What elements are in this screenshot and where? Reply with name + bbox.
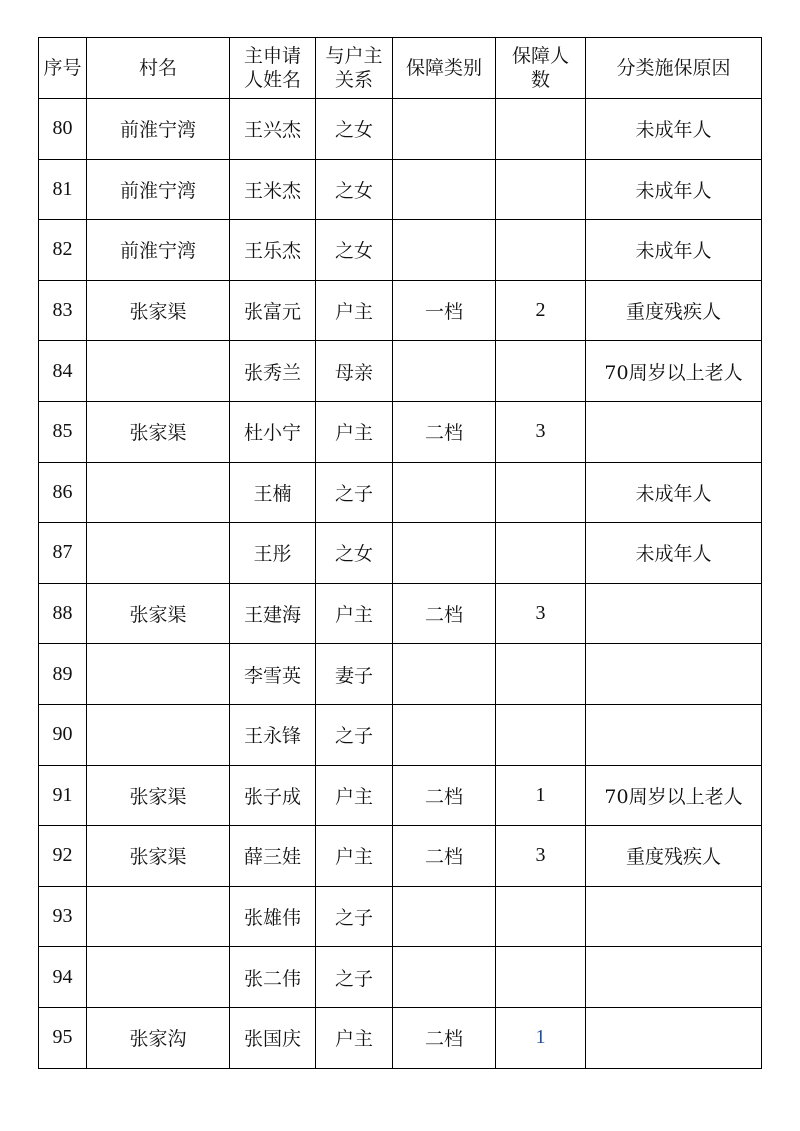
cell-count: 3 bbox=[496, 401, 586, 462]
cell-relation: 户主 bbox=[316, 583, 393, 644]
cell-reason: 未成年人 bbox=[586, 99, 762, 160]
cell-seq: 87 bbox=[39, 523, 87, 584]
cell-seq: 95 bbox=[39, 1007, 87, 1068]
cell-count bbox=[496, 523, 586, 584]
cell-village: 张家渠 bbox=[87, 280, 230, 341]
cell-count bbox=[496, 886, 586, 947]
cell-relation: 妻子 bbox=[316, 644, 393, 705]
assistance-table bbox=[38, 37, 762, 1069]
header-row bbox=[39, 38, 762, 99]
cell-count bbox=[496, 644, 586, 705]
cell-category bbox=[393, 947, 496, 1008]
cell-category bbox=[393, 341, 496, 402]
cell-name: 张富元 bbox=[230, 280, 316, 341]
cell-village: 前淮宁湾 bbox=[87, 99, 230, 160]
cell-name: 薛三娃 bbox=[230, 826, 316, 887]
cell-reason bbox=[586, 886, 762, 947]
cell-reason: 重度残疾人 bbox=[586, 826, 762, 887]
cell-relation: 之女 bbox=[316, 523, 393, 584]
cell-seq: 85 bbox=[39, 401, 87, 462]
cell-relation: 之子 bbox=[316, 886, 393, 947]
cell-village bbox=[87, 644, 230, 705]
cell-category bbox=[393, 523, 496, 584]
cell-reason: 未成年人 bbox=[586, 159, 762, 220]
cell-reason: 未成年人 bbox=[586, 462, 762, 523]
table-row bbox=[39, 280, 762, 341]
cell-relation: 户主 bbox=[316, 280, 393, 341]
cell-village bbox=[87, 886, 230, 947]
cell-seq: 93 bbox=[39, 886, 87, 947]
cell-village bbox=[87, 704, 230, 765]
cell-name: 王米杰 bbox=[230, 159, 316, 220]
cell-seq: 84 bbox=[39, 341, 87, 402]
cell-relation: 之子 bbox=[316, 947, 393, 1008]
cell-reason: 未成年人 bbox=[586, 220, 762, 281]
table-row bbox=[39, 765, 762, 826]
table-row bbox=[39, 704, 762, 765]
cell-village: 张家渠 bbox=[87, 583, 230, 644]
cell-seq: 90 bbox=[39, 704, 87, 765]
header-category: 保障类别 bbox=[393, 38, 496, 99]
table-row bbox=[39, 947, 762, 1008]
cell-category: 二档 bbox=[393, 765, 496, 826]
cell-seq: 86 bbox=[39, 462, 87, 523]
cell-name: 王彤 bbox=[230, 523, 316, 584]
cell-category: 一档 bbox=[393, 280, 496, 341]
cell-relation: 之子 bbox=[316, 704, 393, 765]
cell-reason: 未成年人 bbox=[586, 523, 762, 584]
cell-seq: 83 bbox=[39, 280, 87, 341]
cell-name: 张二伟 bbox=[230, 947, 316, 1008]
cell-category bbox=[393, 99, 496, 160]
cell-count bbox=[496, 159, 586, 220]
cell-count bbox=[496, 462, 586, 523]
cell-reason bbox=[586, 583, 762, 644]
table-row bbox=[39, 159, 762, 220]
table-row bbox=[39, 220, 762, 281]
cell-count bbox=[496, 220, 586, 281]
cell-category bbox=[393, 462, 496, 523]
table-row bbox=[39, 1007, 762, 1068]
cell-name: 张子成 bbox=[230, 765, 316, 826]
cell-category bbox=[393, 886, 496, 947]
cell-reason: 70周岁以上老人 bbox=[586, 765, 762, 826]
header-count: 保障人 数 bbox=[496, 38, 586, 99]
cell-relation: 户主 bbox=[316, 1007, 393, 1068]
cell-reason bbox=[586, 947, 762, 1008]
header-relation: 与户主 关系 bbox=[316, 38, 393, 99]
cell-reason bbox=[586, 704, 762, 765]
cell-count bbox=[496, 704, 586, 765]
cell-relation: 户主 bbox=[316, 826, 393, 887]
table-row bbox=[39, 583, 762, 644]
cell-name: 王建海 bbox=[230, 583, 316, 644]
cell-category bbox=[393, 644, 496, 705]
table-row bbox=[39, 341, 762, 402]
cell-seq: 81 bbox=[39, 159, 87, 220]
cell-name: 李雪英 bbox=[230, 644, 316, 705]
cell-count: 2 bbox=[496, 280, 586, 341]
cell-reason bbox=[586, 1007, 762, 1068]
cell-seq: 94 bbox=[39, 947, 87, 1008]
cell-village bbox=[87, 523, 230, 584]
cell-relation: 之女 bbox=[316, 99, 393, 160]
cell-name: 王永锋 bbox=[230, 704, 316, 765]
header-seq: 序号 bbox=[39, 38, 87, 99]
cell-relation: 母亲 bbox=[316, 341, 393, 402]
table-row bbox=[39, 99, 762, 160]
cell-relation: 之女 bbox=[316, 159, 393, 220]
table-body bbox=[39, 99, 762, 1069]
cell-seq: 92 bbox=[39, 826, 87, 887]
table-row bbox=[39, 523, 762, 584]
cell-count: 1 bbox=[496, 1007, 586, 1068]
cell-count: 3 bbox=[496, 583, 586, 644]
cell-count: 1 bbox=[496, 765, 586, 826]
cell-name: 王乐杰 bbox=[230, 220, 316, 281]
cell-village bbox=[87, 947, 230, 1008]
cell-count bbox=[496, 99, 586, 160]
table-row bbox=[39, 401, 762, 462]
cell-category bbox=[393, 220, 496, 281]
cell-relation: 户主 bbox=[316, 401, 393, 462]
cell-count bbox=[496, 947, 586, 1008]
cell-relation: 之子 bbox=[316, 462, 393, 523]
cell-category bbox=[393, 159, 496, 220]
table-row bbox=[39, 826, 762, 887]
cell-village: 张家渠 bbox=[87, 826, 230, 887]
cell-category: 二档 bbox=[393, 826, 496, 887]
cell-name: 王楠 bbox=[230, 462, 316, 523]
cell-count: 3 bbox=[496, 826, 586, 887]
cell-seq: 91 bbox=[39, 765, 87, 826]
cell-village: 张家渠 bbox=[87, 401, 230, 462]
cell-reason bbox=[586, 401, 762, 462]
cell-village: 张家沟 bbox=[87, 1007, 230, 1068]
header-village: 村名 bbox=[87, 38, 230, 99]
cell-reason: 70周岁以上老人 bbox=[586, 341, 762, 402]
header-reason: 分类施保原因 bbox=[586, 38, 762, 99]
cell-category bbox=[393, 704, 496, 765]
cell-category: 二档 bbox=[393, 1007, 496, 1068]
cell-category: 二档 bbox=[393, 401, 496, 462]
cell-count bbox=[496, 341, 586, 402]
table-row bbox=[39, 644, 762, 705]
cell-relation: 户主 bbox=[316, 765, 393, 826]
cell-name: 张秀兰 bbox=[230, 341, 316, 402]
cell-reason bbox=[586, 644, 762, 705]
cell-seq: 88 bbox=[39, 583, 87, 644]
cell-village: 前淮宁湾 bbox=[87, 159, 230, 220]
cell-seq: 89 bbox=[39, 644, 87, 705]
cell-category: 二档 bbox=[393, 583, 496, 644]
cell-name: 王兴杰 bbox=[230, 99, 316, 160]
cell-village bbox=[87, 462, 230, 523]
cell-village: 前淮宁湾 bbox=[87, 220, 230, 281]
cell-village: 张家渠 bbox=[87, 765, 230, 826]
cell-relation: 之女 bbox=[316, 220, 393, 281]
header-applicant: 主申请 人姓名 bbox=[230, 38, 316, 99]
table-row bbox=[39, 462, 762, 523]
cell-name: 张国庆 bbox=[230, 1007, 316, 1068]
cell-seq: 82 bbox=[39, 220, 87, 281]
cell-seq: 80 bbox=[39, 99, 87, 160]
table-row bbox=[39, 886, 762, 947]
cell-village bbox=[87, 341, 230, 402]
cell-reason: 重度残疾人 bbox=[586, 280, 762, 341]
cell-name: 张雄伟 bbox=[230, 886, 316, 947]
cell-name: 杜小宁 bbox=[230, 401, 316, 462]
